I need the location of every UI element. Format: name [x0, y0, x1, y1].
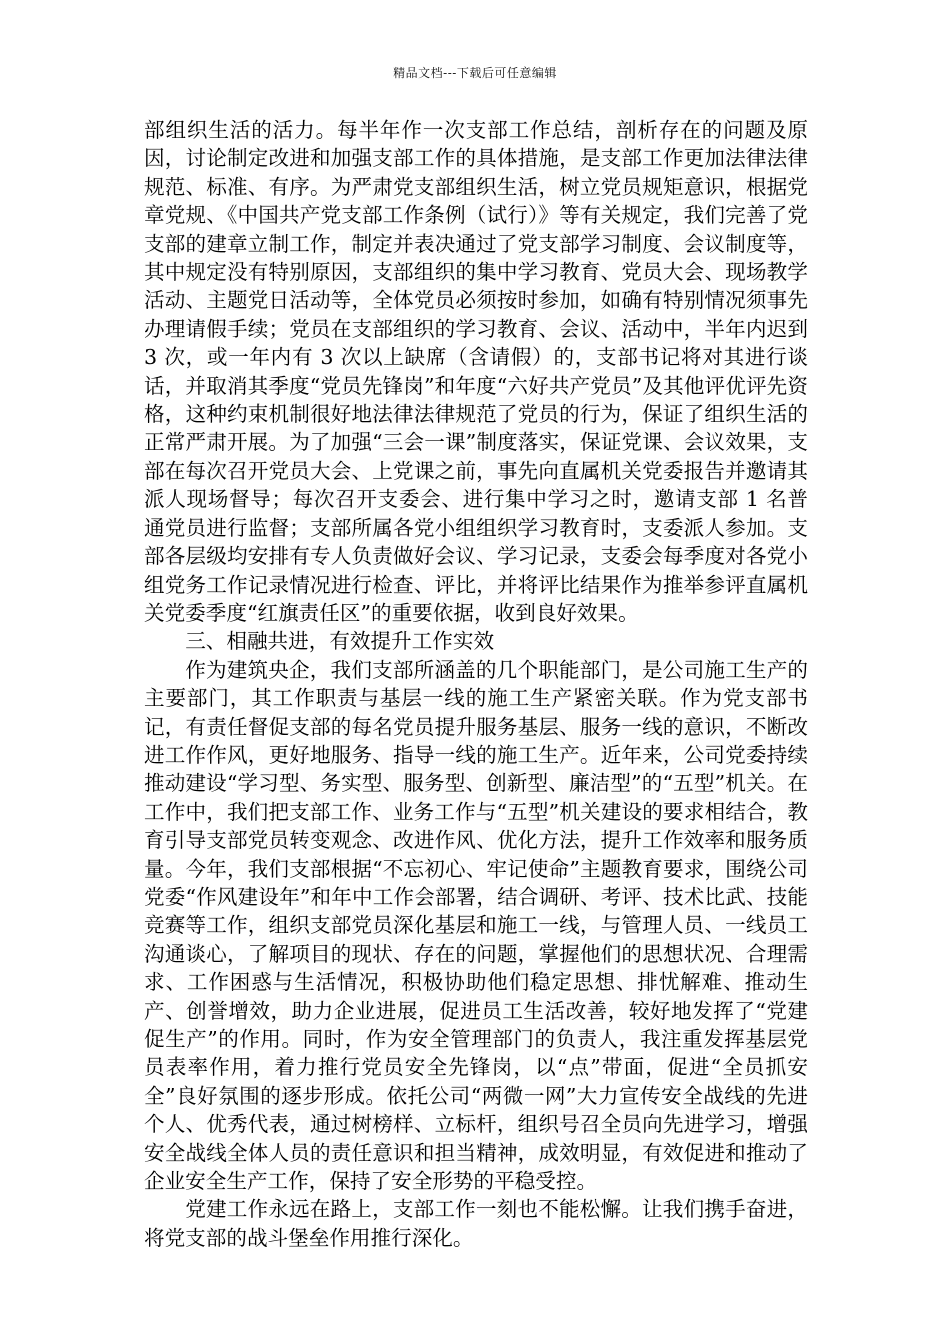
page-header: 精品文档---下载后可任意编辑 — [393, 66, 557, 80]
paragraph-continuation: 部组织生活的活力。每半年作一次支部工作总结，剖析存在的问题及原因，讨论制定改进和加强支部工作的具体措施，是支部工作更加法律法律规范、标准、有序。为严肃党支部组织生活，树立党员规矩意识，根据党章党规、《中国共产党支部工作条例（试行）》等有关规定，我们完善了党支部的建章立制工作，制定并表决通过了党支部学习制度、会议制度等，其中规定没有特别原因，支部组织的集中学习教育、党员大会、现场教学活动、主题党日活动等，全体党员必须按时参加，如确有特别情况须事先办理请假手续；党员在支部组织的学习教育、会议、活动中，半年内迟到 3 次，或一年内有 3 次以上缺席（含请假）的，支部书记将对其进行谈话，并取消其季度“党员先锋岗”和年度“六好共产党员”及其他评优评先资格，这种约束机制很好地法律法律规范了党员的行为，保证了组织生活的正常严肃开展。为了加强“三会一课”制度落实，保证党课、会议效果，支部在每次召开党员大会、上党课之前，事先向直属机关党委报告并邀请其派人现场督导；每次召开支委会、进行集中学习之时，邀请支部 1 名普通党员进行监督；支部所属各党小组组织学习教育时，支委派人参加。支部各层级均安排有专人负责做好会议、学习记录，支委会每季度对各党小组党务工作记录情况进行检查、评比，并将评比结果作为推举参评直属机关党委季度“红旗责任区”的重要依据，收到良好效果。 — [144, 118, 808, 625]
section-heading: 三、相融共进，有效提升工作实效 — [185, 629, 495, 654]
document-body — [144, 116, 808, 1252]
paragraph-closing: 党建工作永远在路上，支部工作一刻也不能松懈。让我们携手奋进，将党支部的战斗堡垒作用推行深化。 — [144, 1197, 808, 1250]
paragraph: 作为建筑央企，我们支部所涵盖的几个职能部门，是公司施工生产的主要部门，其工作职责与基层一线的施工生产紧密关联。作为党支部书记，有责任督促支部的每名党员提升服务基层、服务一线的意识，不断改进工作作风，更好地服务、指导一线的施工生产。近年来，公司党委持续推动建设“学习型、务实型、服务型、创新型、廉洁型”的“五型”机关。在工作中，我们把支部工作、业务工作与“五型”机关建设的要求相结合，教育引导支部党员转变观念、改进作风、优化方法，提升工作效率和服务质量。今年，我们支部根据“不忘初心、牢记使命”主题教育要求，围绕公司党委“作风建设年”和年中工作会部署，结合调研、考评、技术比武、技能竞赛等工作，组织支部党员深化基层和施工一线，与管理人员、一线员工沟通谈心，了解项目的现状、存在的问题，掌握他们的思想状况、合理需求、工作困惑与生活情况，积极协助他们稳定思想、排忧解难、推动生产、创誉增效，助力企业进展，促进员工生活改善，较好地发挥了“党建促生产”的作用。同时，作为安全管理部门的负责人，我注重发挥基层党员表率作用，着力推行党员安全先锋岗，以“点”带面，促进“全员抓安全”良好氛围的逐步形成。依托公司“两微一网”大力宣传安全战线的先进个人、优秀代表，通过树榜样、立标杆，组织号召全员向先进学习，增强安全战线全体人员的责任意识和担当精神，成效明显，有效促进和推动了企业安全生产工作，保持了安全形势的平稳受控。 — [144, 657, 808, 1194]
